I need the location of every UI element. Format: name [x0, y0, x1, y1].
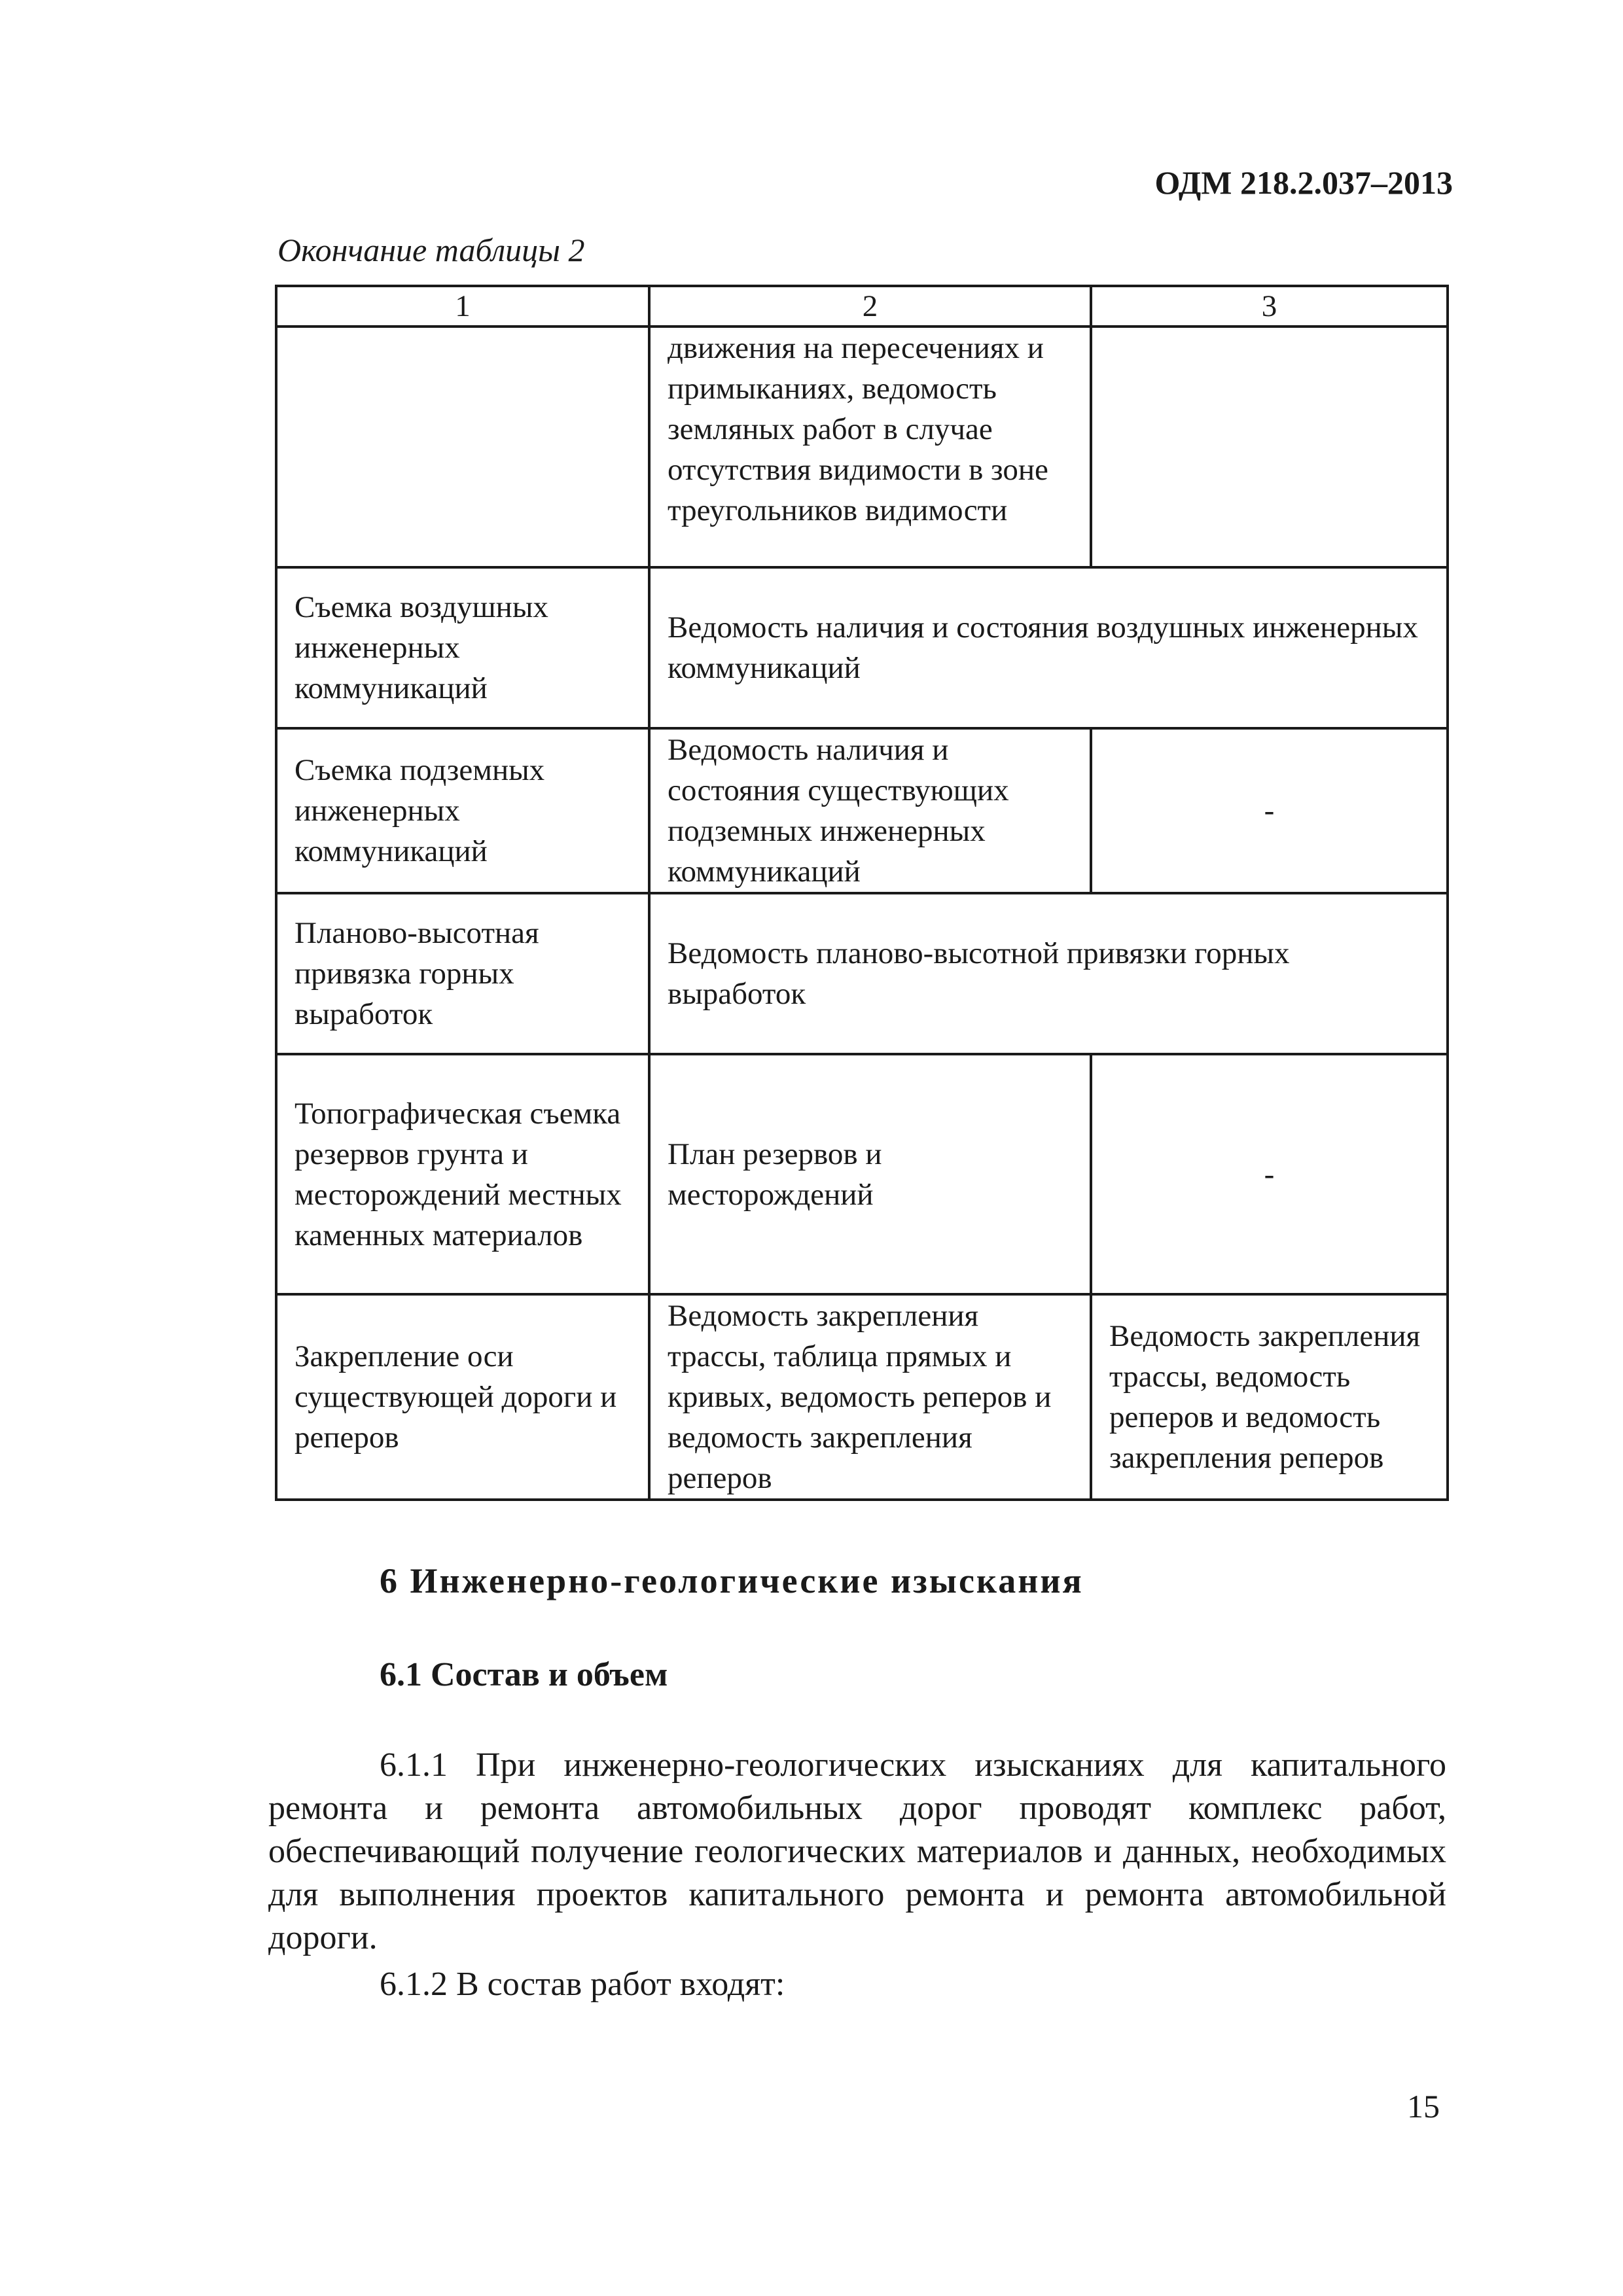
table-row [276, 1294, 1448, 1500]
table-row [276, 567, 1448, 728]
table-cell: Ведомость закрепления трассы, ведомость реперов и ведомость закрепления реперов [1091, 1294, 1448, 1500]
table-cell [276, 327, 649, 567]
table-cell: движения на пересечениях и примыканиях, ведомость земляных работ в случае отсутствия видимости в зоне треугольников видимости [649, 327, 1091, 567]
table-caption: Окончание таблицы 2 [277, 232, 585, 268]
paragraph: 6.1.1 При инженерно-геологических изысканиях для капитального ремонта и ремонта автомобильных дорог проводят комплекс работ, обеспечивающий получение геологических материалов и данных, необходимых для выполнения проектов капитального ремонта и ремонта автомобильной дороги. [268, 1746, 1446, 1956]
table-cell: - [1091, 728, 1448, 893]
table-cell: Съемка воздушных инженерных коммуникаций [276, 567, 649, 728]
table-row [276, 327, 1448, 567]
table-cell: Ведомость закрепления трассы, таблица прямых и кривых, ведомость реперов и ведомость закрепления реперов [649, 1294, 1091, 1500]
subsection-heading: 6.1 Состав и объем [380, 1656, 668, 1693]
column-header: 2 [649, 286, 1091, 327]
table-cell [1091, 327, 1448, 567]
table-cell: План резервов и месторождений [649, 1054, 1091, 1294]
column-header: 3 [1091, 286, 1448, 327]
table-cell-merged: Ведомость наличия и состояния воздушных инженерных коммуникаций [649, 567, 1448, 728]
table-row [276, 893, 1448, 1054]
table-cell: Топографическая съемка резервов грунта и месторождений местных каменных материалов [276, 1054, 649, 1294]
table-cell-merged: Ведомость планово-высотной привязки горных выработок [649, 893, 1448, 1054]
document-code: ОДМ 218.2.037–2013 [1154, 164, 1453, 201]
table-cell: - [1091, 1054, 1448, 1294]
table-row [276, 728, 1448, 893]
table-row [276, 1054, 1448, 1294]
column-header: 1 [276, 286, 649, 327]
table-cell: Планово-высотная привязка горных выработок [276, 893, 649, 1054]
table-cell: Съемка подземных инженерных коммуникаций [276, 728, 649, 893]
paragraph: 6.1.2 В состав работ входят: [380, 1966, 785, 2003]
page-number: 15 [1407, 2088, 1440, 2125]
table-cell: Ведомость наличия и состояния существующих подземных инженерных коммуникаций [649, 728, 1091, 893]
table-cell: Закрепление оси существующей дороги и реперов [276, 1294, 649, 1500]
table-header-row [276, 286, 1448, 327]
works-table [275, 285, 1449, 1501]
section-heading: 6 Инженерно-геологические изыскания [380, 1561, 1084, 1600]
